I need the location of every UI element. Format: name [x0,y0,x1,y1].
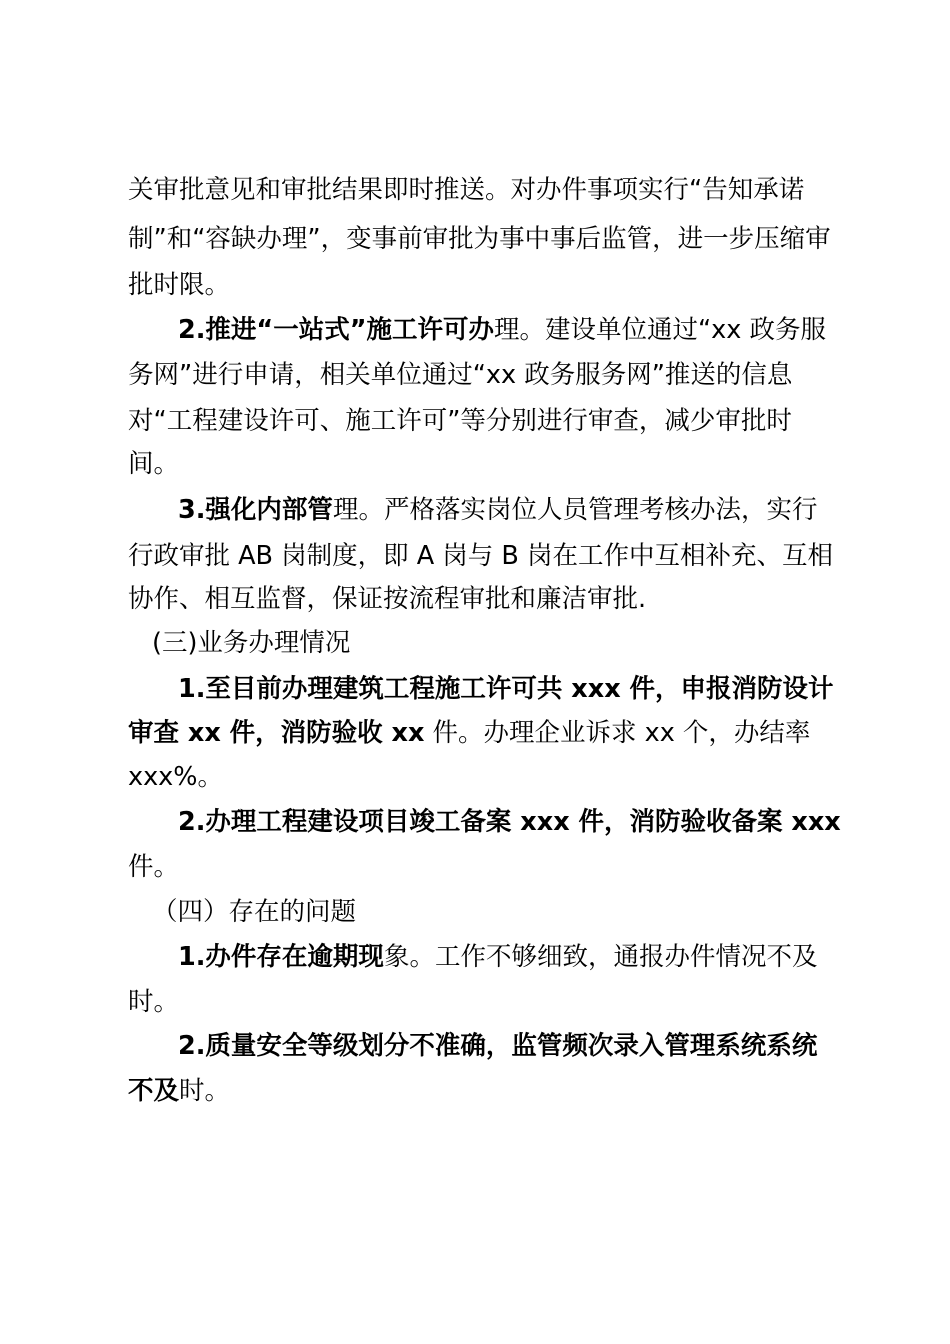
bold-heading: 2.质量安全等级划分不准确，监管频次录入管理系统系统 [178,1031,818,1061]
paragraph-line: 行政审批 AB 岗制度，即 A 岗与 B 岗在工作中互相补充、互相 [128,541,834,571]
subsection-heading: （四）存在的问题 [152,897,357,927]
section-heading-line [178,940,817,974]
heading-continuation: 理。严格落实岗位人员管理考核办法，实行 [332,495,818,525]
paragraph-line: 对“工程建设许可、施工许可”等分别进行审查，减少审批时 [128,406,792,436]
paragraph-line [128,716,810,750]
bold-heading: 3.强化内部管 [178,495,333,525]
paragraph-line: 制”和“容缺办理”，变事前审批为事中事后监管，进一步压缩审 [128,224,831,254]
paragraph-line: 间。 [128,449,180,479]
bold-heading: 1.至目前办理建筑工程施工许可共 xxx 件，申报消防设计 [178,674,834,704]
bold-heading: 2.推进“一站式”施工许可办 [178,315,494,345]
paragraph-line: 批时限。 [128,270,231,300]
section-heading-line [178,805,841,839]
bold-heading: 2.办理工程建设项目竣工备案 xxx 件，消防验收备案 xxx [178,807,841,837]
bold-heading: 1.办件存在逾期现 [178,942,384,972]
heading-continuation: 象。工作不够细致，通报办件情况不及 [383,942,818,972]
paragraph-line: 协作、相互监督，保证按流程审批和廉洁审批. [128,584,647,614]
section-heading-line [178,672,834,706]
heading-continuation: 时。 [179,1076,231,1106]
section-heading-line [178,313,826,347]
bold-heading: 审查 xx 件，消防验收 xx [128,718,425,748]
paragraph-line: xxx%。 [128,762,224,792]
section-heading-line [178,1029,817,1063]
paragraph-line [128,1074,230,1108]
paragraph-line: 时。 [128,987,180,1017]
section-heading-line [178,493,817,527]
paragraph-line: 关审批意见和审批结果即时推送。对办件事项实行“告知承诺 [128,175,805,205]
heading-continuation: 理。建设单位通过“xx 政务服 [493,315,826,345]
paragraph-line: 务网”进行申请，相关单位通过“xx 政务服务网”推送的信息 [128,360,793,390]
heading-continuation: 件。办理企业诉求 xx 个，办结率 [424,718,811,748]
bold-heading: 不及 [128,1076,180,1106]
subsection-heading: (三)业务办理情况 [152,628,351,658]
paragraph-line: 件。 [128,852,180,882]
